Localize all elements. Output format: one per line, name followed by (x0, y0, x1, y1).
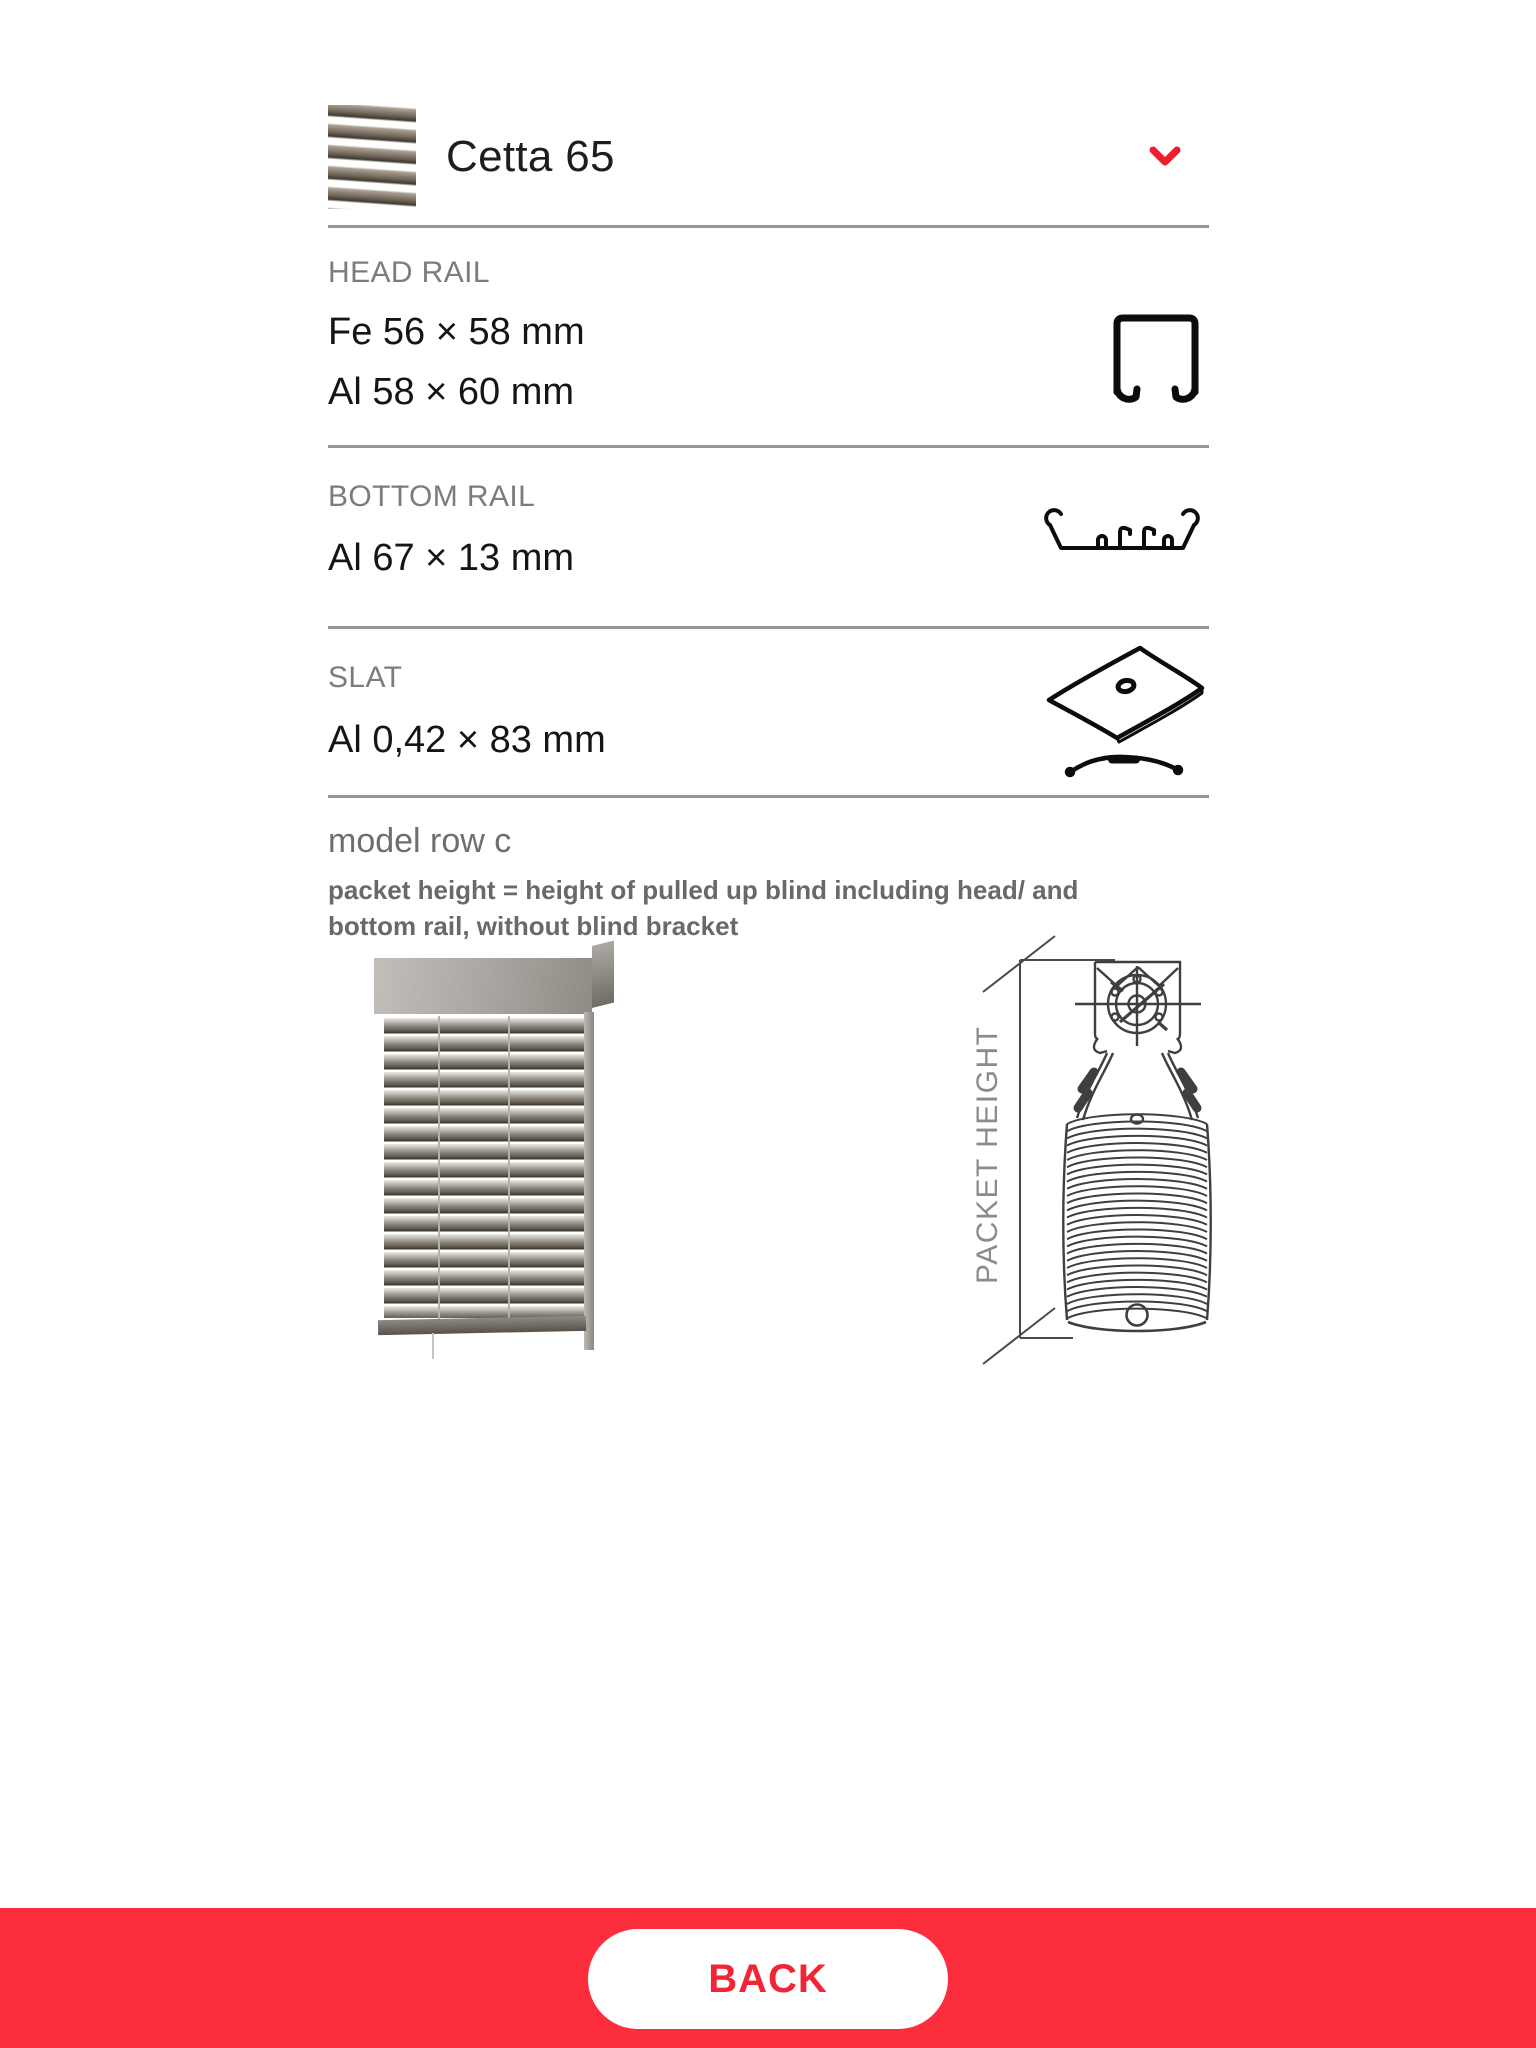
section-label-slat: SLAT (328, 661, 403, 694)
slat-profile-icon (1042, 638, 1212, 783)
model-row-heading: model row c (328, 822, 512, 860)
packet-height-technical-drawing (955, 928, 1290, 1370)
packet-height-dimension-label: PACKET HEIGHT (971, 1025, 1004, 1284)
blind-headbox-side (592, 941, 614, 1008)
section-values-head-rail (328, 302, 585, 422)
slat-value-al: Al 0,42 × 83 mm (328, 719, 606, 761)
section-label-head-rail: HEAD RAIL (328, 256, 490, 289)
section-values-slat (328, 710, 606, 770)
back-button[interactable]: BACK (588, 1929, 948, 2029)
footer-bar (0, 1908, 1536, 2048)
product-header[interactable] (328, 102, 1209, 212)
chevron-down-icon[interactable] (1145, 143, 1185, 171)
head-rail-value-fe: Fe 56 × 58 mm (328, 311, 585, 353)
blinds-product-thumbnail (328, 105, 416, 209)
page-title: Cetta 65 (446, 132, 615, 181)
divider (328, 626, 1209, 629)
head-rail-value-al: Al 58 × 60 mm (328, 371, 575, 413)
divider (328, 225, 1209, 228)
blind-bottom-rail (378, 1316, 586, 1335)
bottom-rail-value-al: Al 67 × 13 mm (328, 537, 575, 579)
blind-guide-rail (584, 1012, 594, 1350)
section-values-bottom-rail (328, 528, 574, 588)
blind-slats (384, 1018, 584, 1318)
divider (328, 795, 1209, 798)
packed-slat-stack (1063, 1114, 1211, 1331)
divider (328, 445, 1209, 448)
pulled-down-venetian-blind-photo (368, 944, 624, 1364)
head-rail-mechanism (1075, 962, 1201, 1120)
blind-headbox (374, 958, 592, 1014)
packet-height-description: packet height = height of pulled up blind including head/ and bottom rail, without blind bracket (328, 875, 1079, 941)
head-rail-profile-icon (1101, 304, 1211, 416)
blind-ladder-string (438, 1016, 440, 1322)
blind-cord (432, 1333, 434, 1359)
blind-ladder-string (508, 1016, 510, 1322)
section-label-bottom-rail: BOTTOM RAIL (328, 480, 536, 513)
bottom-rail-profile-icon (1036, 508, 1208, 566)
